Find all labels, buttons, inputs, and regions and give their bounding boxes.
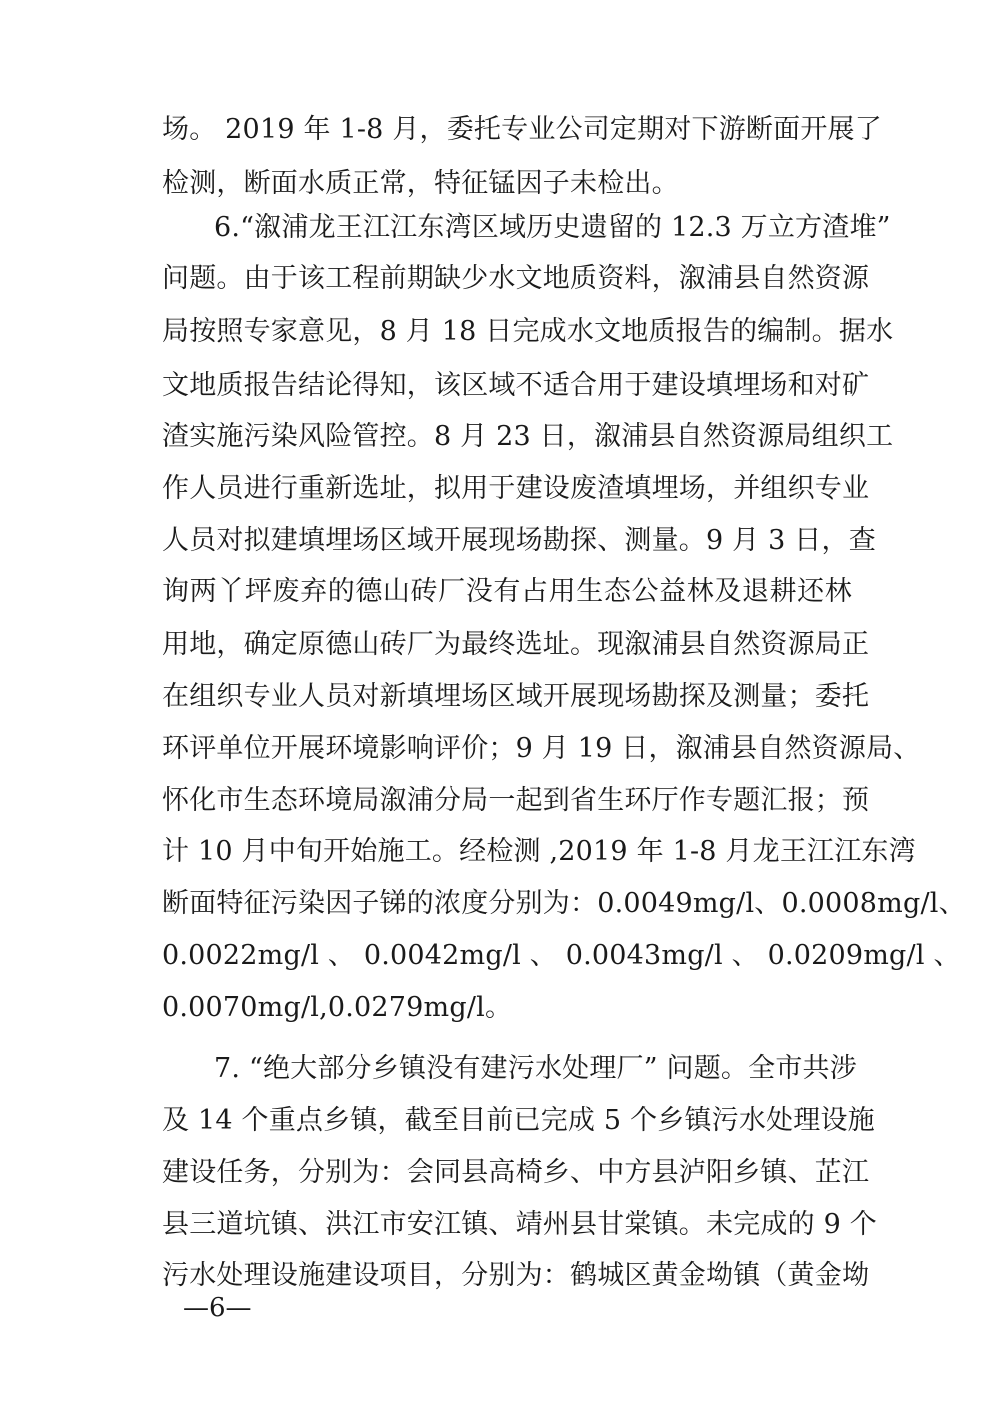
paragraph-line: 渣实施污染风险管控。8 月 23 日，溆浦县自然资源局组织工 [162,421,894,452]
paragraph-line: 检测，断面水质正常，特征锰因子未检出。 [162,168,679,199]
paragraph-line: 7. “绝大部分乡镇没有建污水处理厂” 问题。全市共涉 [214,1053,857,1084]
paragraph-line: 县三道坑镇、洪江市安江镇、靖州县甘棠镇。未完成的 9 个 [162,1209,877,1240]
paragraph-line: 及 14 个重点乡镇，截至目前已完成 5 个乡镇污水处理设施 [162,1105,875,1136]
paragraph-line: 局按照专家意见，8 月 18 日完成水文地质报告的编制。据水 [162,316,894,347]
paragraph-line: 污水处理设施建设项目，分别为：鹤城区黄金坳镇（黄金坳 [162,1260,870,1291]
paragraph-line: 计 10 月中旬开始施工。经检测 ,2019 年 1-8 月龙王江江东湾 [162,836,916,867]
page-number: —6— [183,1293,252,1323]
paragraph-line: 场。 2019 年 1-8 月，委托专业公司定期对下游断面开展了 [162,114,882,145]
paragraph-line: 人员对拟建填埋场区域开展现场勘探、测量。9 月 3 日，查 [162,525,876,556]
paragraph-line: 问题。由于该工程前期缺少水文地质资料，溆浦县自然资源 [162,263,870,294]
paragraph-line: 用地，确定原德山砖厂为最终选址。现溆浦县自然资源局正 [162,629,870,660]
paragraph-line: 断面特征污染因子锑的浓度分别为：0.0049mg/l、0.0008mg/l、 [162,888,966,919]
paragraph-line: 0.0022mg/l 、 0.0042mg/l 、 0.0043mg/l 、 0.0209mg/l 、 [162,940,961,971]
paragraph-line: 作人员进行重新选址，拟用于建设废渣填埋场，并组织专业 [162,473,870,504]
paragraph-line: 0.0070mg/l,0.0279mg/l。 [162,992,513,1023]
paragraph-line: 环评单位开展环境影响评价；9 月 19 日，溆浦县自然资源局、 [162,733,921,764]
paragraph-line: 文地质报告结论得知，该区域不适合用于建设填埋场和对矿 [162,370,870,401]
paragraph-line: 6.“溆浦龙王江江东湾区域历史遗留的 12.3 万立方渣堆” [214,212,891,243]
paragraph-line: 怀化市生态环境局溆浦分局一起到省生环厅作专题汇报；预 [162,785,870,816]
paragraph-line: 建设任务，分别为：会同县高椅乡、中方县泸阳乡镇、芷江 [162,1157,870,1188]
paragraph-line: 询两丫坪废弃的德山砖厂没有占用生态公益林及退耕还林 [162,576,852,607]
paragraph-line: 在组织专业人员对新填埋场区域开展现场勘探及测量；委托 [162,681,870,712]
